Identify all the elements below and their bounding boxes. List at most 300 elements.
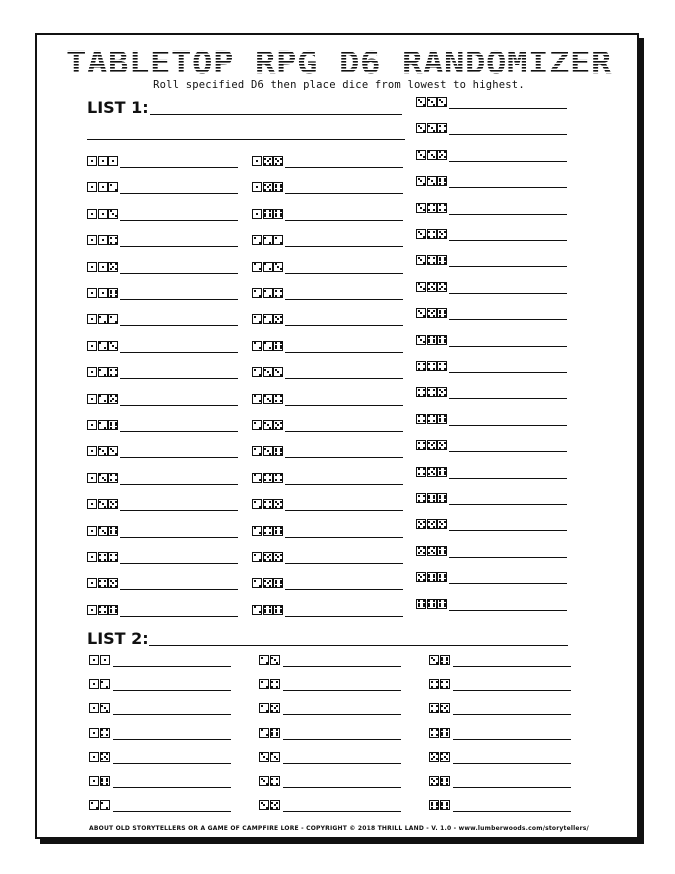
write-in-line[interactable]	[285, 563, 403, 564]
dice-combo	[252, 420, 283, 431]
die-face-4-icon	[427, 361, 437, 371]
die-face-3-icon	[416, 335, 426, 345]
dice-combo	[87, 394, 118, 405]
die-face-3-icon	[416, 255, 426, 265]
dice-combo	[416, 97, 447, 108]
die-face-2-icon	[259, 679, 269, 689]
write-in-line[interactable]	[453, 666, 571, 667]
write-in-line[interactable]	[283, 763, 401, 764]
dice-combo	[416, 440, 447, 451]
title-banner	[37, 46, 641, 78]
die-face-4-icon	[427, 414, 437, 424]
die-face-5-icon	[437, 229, 447, 239]
die-face-1-icon	[87, 605, 97, 615]
dice-combo	[87, 156, 118, 167]
die-face-4-icon	[98, 578, 108, 588]
die-face-3-icon	[263, 394, 273, 404]
dice-combo	[416, 150, 447, 161]
die-face-2-icon	[252, 314, 262, 324]
write-in-line[interactable]	[120, 484, 238, 485]
die-face-3-icon	[273, 262, 283, 272]
die-face-6-icon	[429, 800, 439, 810]
dice-combo	[87, 262, 118, 273]
die-face-3-icon	[270, 655, 280, 665]
write-in-line[interactable]	[120, 563, 238, 564]
die-face-3-icon	[427, 150, 437, 160]
die-face-6-icon	[437, 176, 447, 186]
dice-combo	[252, 526, 283, 537]
dice-combo	[87, 552, 118, 563]
dice-combo	[416, 282, 447, 293]
write-in-line[interactable]	[449, 398, 567, 399]
write-in-line[interactable]	[120, 273, 238, 274]
die-face-3-icon	[416, 123, 426, 133]
die-face-5-icon	[108, 262, 118, 272]
write-in-line[interactable]	[285, 537, 403, 538]
die-face-6-icon	[427, 493, 437, 503]
die-face-2-icon	[252, 552, 262, 562]
die-face-4-icon	[108, 367, 118, 377]
die-face-4-icon	[440, 679, 450, 689]
die-face-3-icon	[263, 367, 273, 377]
die-face-1-icon	[87, 446, 97, 456]
dice-combo	[259, 655, 280, 666]
dice-combo	[252, 262, 283, 273]
die-face-5-icon	[263, 182, 273, 192]
die-face-4-icon	[429, 728, 439, 738]
die-face-5-icon	[416, 546, 426, 556]
write-in-line[interactable]	[120, 325, 238, 326]
dice-combo	[252, 499, 283, 510]
write-in-line[interactable]	[453, 763, 571, 764]
dice-combo	[89, 728, 110, 739]
dice-combo	[416, 308, 447, 319]
die-face-4-icon	[98, 552, 108, 562]
die-face-5-icon	[427, 308, 437, 318]
die-face-6-icon	[273, 578, 283, 588]
write-in-line[interactable]	[283, 666, 401, 667]
die-face-1-icon	[89, 679, 99, 689]
die-face-6-icon	[437, 572, 447, 582]
die-face-3-icon	[416, 229, 426, 239]
write-in-line[interactable]	[449, 134, 567, 135]
die-face-6-icon	[437, 599, 447, 609]
write-in-line[interactable]	[449, 504, 567, 505]
dice-combo	[416, 414, 447, 425]
write-in-line[interactable]	[449, 425, 567, 426]
die-face-3-icon	[259, 800, 269, 810]
die-face-1-icon	[87, 314, 97, 324]
die-face-5-icon	[263, 552, 273, 562]
write-in-line[interactable]	[283, 714, 401, 715]
write-in-line[interactable]	[120, 589, 238, 590]
die-face-2-icon	[252, 473, 262, 483]
die-face-5-icon	[437, 519, 447, 529]
die-face-5-icon	[273, 420, 283, 430]
die-face-3-icon	[416, 282, 426, 292]
write-in-line[interactable]	[449, 319, 567, 320]
die-face-2-icon	[108, 314, 118, 324]
die-face-1-icon	[87, 473, 97, 483]
die-face-4-icon	[427, 203, 437, 213]
die-face-2-icon	[108, 182, 118, 192]
die-face-6-icon	[427, 572, 437, 582]
dice-combo	[87, 209, 118, 220]
dice-combo	[252, 288, 283, 299]
dice-combo	[429, 655, 450, 666]
die-face-3-icon	[427, 176, 437, 186]
die-face-2-icon	[263, 341, 273, 351]
write-in-line[interactable]	[449, 530, 567, 531]
die-face-3-icon	[100, 703, 110, 713]
write-in-line[interactable]	[285, 510, 403, 511]
die-face-2-icon	[263, 288, 273, 298]
die-face-4-icon	[416, 414, 426, 424]
dice-combo	[252, 341, 283, 352]
write-in-line[interactable]	[449, 161, 567, 162]
write-in-line[interactable]	[449, 240, 567, 241]
die-face-3-icon	[270, 752, 280, 762]
die-face-4-icon	[270, 776, 280, 786]
die-face-2-icon	[252, 526, 262, 536]
die-face-6-icon	[437, 467, 447, 477]
write-in-line[interactable]	[113, 714, 231, 715]
die-face-1-icon	[98, 235, 108, 245]
die-face-1-icon	[87, 552, 97, 562]
die-face-1-icon	[87, 394, 97, 404]
die-face-2-icon	[259, 655, 269, 665]
write-in-line[interactable]	[113, 666, 231, 667]
dice-combo	[416, 203, 447, 214]
write-in-line[interactable]	[449, 557, 567, 558]
die-face-6-icon	[427, 599, 437, 609]
die-face-5-icon	[273, 499, 283, 509]
write-in-line[interactable]	[120, 246, 238, 247]
die-face-1-icon	[252, 209, 262, 219]
write-in-line[interactable]	[285, 405, 403, 406]
die-face-5-icon	[437, 282, 447, 292]
die-face-2-icon	[252, 235, 262, 245]
write-in-line[interactable]	[283, 690, 401, 691]
dice-combo	[252, 473, 283, 484]
die-face-6-icon	[437, 308, 447, 318]
die-face-4-icon	[273, 288, 283, 298]
die-face-5-icon	[416, 519, 426, 529]
write-in-line[interactable]	[283, 811, 401, 812]
write-in-line[interactable]	[285, 167, 403, 168]
die-face-4-icon	[273, 394, 283, 404]
die-face-5-icon	[440, 752, 450, 762]
die-face-3-icon	[108, 341, 118, 351]
dice-combo	[87, 235, 118, 246]
die-face-4-icon	[98, 605, 108, 615]
die-face-5-icon	[263, 156, 273, 166]
write-in-line[interactable]	[285, 299, 403, 300]
die-face-3-icon	[416, 150, 426, 160]
dice-combo	[416, 572, 447, 583]
die-face-1-icon	[87, 499, 97, 509]
list2-label: LIST 2:	[87, 629, 149, 648]
die-face-3-icon	[108, 209, 118, 219]
dice-combo	[252, 605, 283, 616]
write-in-line[interactable]	[453, 811, 571, 812]
die-face-6-icon	[108, 420, 118, 430]
die-face-3-icon	[429, 655, 439, 665]
write-in-line[interactable]	[120, 616, 238, 617]
die-face-3-icon	[427, 97, 437, 107]
write-in-line[interactable]	[285, 457, 403, 458]
die-face-4-icon	[108, 552, 118, 562]
die-face-1-icon	[87, 420, 97, 430]
die-face-3-icon	[416, 308, 426, 318]
write-in-line[interactable]	[285, 484, 403, 485]
dice-combo	[416, 255, 447, 266]
write-in-line[interactable]	[449, 610, 567, 611]
dice-combo	[87, 420, 118, 431]
write-in-line[interactable]	[449, 346, 567, 347]
die-face-6-icon	[273, 182, 283, 192]
dice-combo	[252, 394, 283, 405]
die-face-6-icon	[273, 209, 283, 219]
die-face-6-icon	[437, 493, 447, 503]
dice-combo	[252, 314, 283, 325]
write-in-line[interactable]	[285, 616, 403, 617]
write-in-line[interactable]	[120, 405, 238, 406]
write-in-line[interactable]	[285, 325, 403, 326]
die-face-2-icon	[252, 420, 262, 430]
dice-combo	[259, 728, 280, 739]
die-face-5-icon	[270, 800, 280, 810]
dice-combo	[89, 655, 110, 666]
die-face-6-icon	[440, 800, 450, 810]
die-face-3-icon	[98, 499, 108, 509]
die-face-4-icon	[427, 387, 437, 397]
die-face-5-icon	[108, 499, 118, 509]
write-in-line[interactable]	[449, 451, 567, 452]
die-face-4-icon	[263, 473, 273, 483]
dice-combo	[416, 123, 447, 134]
worksheet-page	[35, 33, 639, 839]
dice-combo	[416, 467, 447, 478]
dice-combo	[87, 314, 118, 325]
die-face-2-icon	[252, 578, 262, 588]
write-in-line[interactable]	[285, 273, 403, 274]
write-in-line[interactable]	[120, 167, 238, 168]
write-in-line[interactable]	[449, 583, 567, 584]
die-face-4-icon	[416, 493, 426, 503]
die-face-3-icon	[416, 176, 426, 186]
die-face-1-icon	[89, 728, 99, 738]
dice-combo	[252, 156, 283, 167]
die-face-3-icon	[437, 97, 447, 107]
die-face-5-icon	[440, 703, 450, 713]
dice-combo	[252, 182, 283, 193]
write-in-line[interactable]	[113, 690, 231, 691]
die-face-1-icon	[98, 209, 108, 219]
die-face-6-icon	[437, 546, 447, 556]
die-face-3-icon	[98, 526, 108, 536]
die-face-6-icon	[263, 209, 273, 219]
write-in-line[interactable]	[449, 214, 567, 215]
die-face-5-icon	[263, 578, 273, 588]
dice-combo	[416, 387, 447, 398]
die-face-4-icon	[108, 473, 118, 483]
write-in-line[interactable]	[285, 220, 403, 221]
die-face-5-icon	[427, 546, 437, 556]
write-in-line[interactable]	[283, 787, 401, 788]
die-face-5-icon	[270, 703, 280, 713]
die-face-2-icon	[252, 499, 262, 509]
instructions-text: Roll specified D6 then place dice from lowest to highest.	[153, 79, 525, 91]
list2-name-field[interactable]	[149, 645, 568, 646]
dice-combo	[87, 473, 118, 484]
die-face-4-icon	[100, 728, 110, 738]
die-face-2-icon	[98, 341, 108, 351]
write-in-line[interactable]	[449, 293, 567, 294]
die-face-5-icon	[427, 467, 437, 477]
dice-combo	[87, 605, 118, 616]
die-face-6-icon	[440, 776, 450, 786]
die-face-4-icon	[427, 255, 437, 265]
write-in-line[interactable]	[285, 352, 403, 353]
die-face-5-icon	[437, 150, 447, 160]
die-face-2-icon	[100, 800, 110, 810]
dice-combo	[87, 367, 118, 378]
die-face-3-icon	[273, 367, 283, 377]
die-face-3-icon	[98, 473, 108, 483]
die-face-1-icon	[89, 703, 99, 713]
die-face-1-icon	[252, 182, 262, 192]
write-in-line[interactable]	[283, 739, 401, 740]
write-in-line[interactable]	[120, 537, 238, 538]
die-face-5-icon	[108, 394, 118, 404]
die-face-1-icon	[87, 262, 97, 272]
die-face-6-icon	[440, 655, 450, 665]
write-in-line[interactable]	[449, 372, 567, 373]
die-face-3-icon	[416, 97, 426, 107]
die-face-6-icon	[437, 255, 447, 265]
write-in-line[interactable]	[449, 108, 567, 109]
dice-combo	[252, 367, 283, 378]
write-in-line[interactable]	[449, 478, 567, 479]
dice-combo	[89, 776, 110, 787]
die-face-3-icon	[263, 420, 273, 430]
write-in-line[interactable]	[120, 299, 238, 300]
die-face-4-icon	[108, 235, 118, 245]
die-face-3-icon	[427, 123, 437, 133]
write-in-line[interactable]	[120, 220, 238, 221]
list1-name-field[interactable]	[150, 114, 402, 115]
die-face-2-icon	[98, 394, 108, 404]
die-face-1-icon	[87, 526, 97, 536]
die-face-2-icon	[89, 800, 99, 810]
write-in-line[interactable]	[120, 193, 238, 194]
die-face-2-icon	[252, 367, 262, 377]
die-face-2-icon	[252, 341, 262, 351]
page-title: TABLETOP RPG D6 RANDOMIZER	[66, 46, 613, 78]
write-in-line[interactable]	[285, 193, 403, 194]
die-face-3-icon	[263, 446, 273, 456]
die-face-5-icon	[427, 282, 437, 292]
die-face-6-icon	[273, 526, 283, 536]
write-in-line[interactable]	[120, 352, 238, 353]
dice-combo	[259, 703, 280, 714]
die-face-6-icon	[273, 605, 283, 615]
dice-combo	[252, 209, 283, 220]
dice-combo	[259, 776, 280, 787]
dice-combo	[429, 776, 450, 787]
write-in-line[interactable]	[449, 187, 567, 188]
die-face-6-icon	[263, 605, 273, 615]
die-face-5-icon	[273, 552, 283, 562]
write-in-line[interactable]	[113, 763, 231, 764]
die-face-4-icon	[429, 703, 439, 713]
dice-combo	[416, 176, 447, 187]
die-face-6-icon	[108, 288, 118, 298]
die-face-1-icon	[89, 655, 99, 665]
dice-combo	[429, 752, 450, 763]
die-face-1-icon	[87, 235, 97, 245]
write-in-line[interactable]	[453, 739, 571, 740]
die-face-4-icon	[416, 440, 426, 450]
die-face-4-icon	[263, 499, 273, 509]
write-in-line[interactable]	[120, 378, 238, 379]
die-face-5-icon	[429, 752, 439, 762]
write-in-line[interactable]	[120, 457, 238, 458]
write-in-line[interactable]	[453, 714, 571, 715]
die-face-2-icon	[263, 314, 273, 324]
dice-combo	[416, 493, 447, 504]
dice-combo	[429, 679, 450, 690]
write-in-line[interactable]	[453, 690, 571, 691]
write-in-line[interactable]	[113, 811, 231, 812]
dice-combo	[87, 499, 118, 510]
die-face-5-icon	[429, 776, 439, 786]
die-face-1-icon	[98, 288, 108, 298]
die-face-3-icon	[259, 752, 269, 762]
write-in-line[interactable]	[113, 787, 231, 788]
write-in-line[interactable]	[453, 787, 571, 788]
die-face-1-icon	[98, 262, 108, 272]
die-face-3-icon	[98, 446, 108, 456]
die-face-4-icon	[416, 361, 426, 371]
write-in-line[interactable]	[120, 510, 238, 511]
die-face-2-icon	[252, 262, 262, 272]
write-in-line[interactable]	[449, 266, 567, 267]
die-face-6-icon	[437, 414, 447, 424]
die-face-6-icon	[440, 728, 450, 738]
die-face-5-icon	[437, 387, 447, 397]
die-face-6-icon	[273, 341, 283, 351]
die-face-1-icon	[89, 752, 99, 762]
die-face-1-icon	[87, 578, 97, 588]
write-in-line[interactable]	[120, 431, 238, 432]
die-face-6-icon	[270, 728, 280, 738]
write-in-line[interactable]	[285, 246, 403, 247]
die-face-4-icon	[416, 467, 426, 477]
die-face-1-icon	[87, 367, 97, 377]
list1-name-field-continued[interactable]	[87, 139, 405, 140]
write-in-line[interactable]	[113, 739, 231, 740]
write-in-line[interactable]	[285, 378, 403, 379]
title-graphic	[37, 46, 641, 78]
dice-combo	[416, 361, 447, 372]
write-in-line[interactable]	[285, 589, 403, 590]
footer-credits: ABOUT OLD STORYTELLERS OR A GAME OF CAMPFIRE LORE - COPYRIGHT © 2018 THRILL LAND - V. 1.0 - www.lumberwoods.com/storytellers/	[89, 825, 589, 832]
write-in-line[interactable]	[285, 431, 403, 432]
die-face-6-icon	[437, 335, 447, 345]
die-face-4-icon	[273, 473, 283, 483]
